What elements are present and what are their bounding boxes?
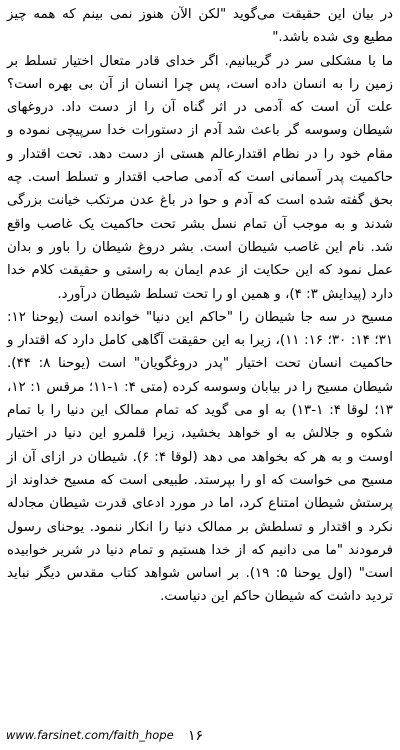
paragraph-dominion-lost: ما با مشکلی سر در گریبانیم. اگر خدای قادر متعال اختیار تسلط بر زمین را به انسان داده است، پس چرا انسان از آن بی بهره است؟ علت آن است که آدمی در اثر گناه آن را از دست داد. دروغهای شیطان وسوسه گر باعث شد آدم از دستورات خدا سرپیچی نموده و مقام خود را در نظام اقتدارعالم هستی از دست دهد. تحت اقتدار و حاکمیت پدر آسمانی است که آدمی صاحب اقتدار و تسلط است. چه بحق گفته شده است که آدم و حوا در باغ عدن مرتکب خیانت بزرگی شدند و به موجب آن تمام نسل بشر تحت حاکمیت یک غاصب واقع شد. نام این غاصب شیطان است. بشر دروغ شیطان را باور و بدان عمل نمود که این حکایت از عدم ایمان به راستی و حقیقت کلام خدا دارد (پیدایش ۳: ۴)، و همین او را تحت تسلط شیطان درآورد.: [7, 53, 393, 302]
paragraph-ruler-of-world: مسیح در سه جا شیطان را "حاکم این دنیا" خوانده است (یوحنا ۱۲: ۳۱؛ ۱۴: ۳۰؛ ۱۶: ۱۱)، زیرا به این حقیقت آگاهی کامل دارد که اقتدار و حاکمیت انسان تحت اختیار "پدر دروغگویان" است (یوحنا ۸: ۴۴). شیطان مسیح را در بیابان وسوسه کرده (متی ۴: ۱-۱۱؛ مرقس ۱: ۱۲، ۱۳؛ لوقا ۴: ۱-۱۳) به او می گوید که تمام ممالک این دنیا را با تمام شکوه و جلالش به او خواهد بخشید، زیرا قلمرو این دنیا در اختیار اوست و به هر که بخواهد می دهد (لوقا ۴: ۶). شیطان در ازای آن از مسیح می خواست که او را بپرستد. طبیعی است که مسیح خداوند از پرستش شیطان امتناع کرد، اما در مورد ادعای قدرت شیطان مجادله نکرد و اقتدار و تسلطش بر ممالک دنیا را انکار ننمود. یوحنای رسول فرمودند "ما می دانیم که از خدا هستیم و تمام دنیا در شریر خوابیده است" (اول یوحنا ۵: ۱۹). بر اساس شواهد کتاب مقدس دیگر نباید تردید داشت که شیطان حاکم این دنیاست.: [7, 309, 394, 605]
page-footer: [4, 722, 396, 744]
footer-url: www.farsinet.com/faith_hope: [6, 728, 174, 742]
paragraph-intro: در بیان این حقیقت می‌گوید "لکن الآن هنوز نمی بینم که همه چیز مطیع وی شده باشد.": [7, 7, 393, 46]
body-text: [7, 3, 393, 609]
page-number: ۱۶: [188, 728, 204, 744]
